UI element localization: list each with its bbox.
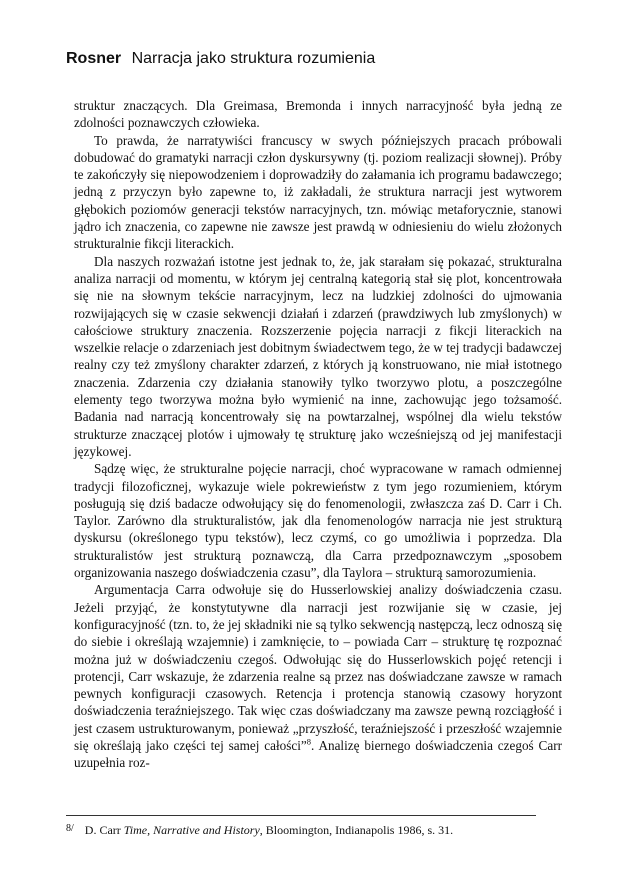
paragraph-5-tail: . Analizę biernego doświadczenia czegoś Carr uzupełnia roz-: [74, 737, 562, 771]
footnote-title: Time, Narrative and History: [123, 823, 260, 837]
footnote-reference[interactable]: 8: [306, 736, 312, 747]
body-text: [74, 97, 562, 772]
footnote-number: 8/: [66, 823, 74, 834]
header-author: Rosner: [66, 50, 122, 67]
footnote-author: D. Carr: [84, 823, 121, 837]
paragraph-3: Dla naszych rozważań istotne jest jednak to, że, jak starałam się pokazać, strukturalna analiza narracji od momentu, w którym jej centralną kategorią stał się plot, koncentrowała się nie na słownym tekście narracyjnym, lecz na ludzkiej zdolności do ujmowania rozwijających się w czasie sekwencji działań i zdarzeń (prawdziwych lub zmyślonych) w całościowe struktury znaczenia. Rozszerzenie pojęcia narracji z fikcji literackich na wszelkie relacje o zdarzeniach jest dobitnym świadectwem tego, że w tej tradycji badawczej realny czy też zmyślony charakter zdarzeń, z których ją konstruowano, nie miał istotnego znaczenia. Zdarzenia czy działania stanowiły tylko tworzywo plotu, a poszczególne elementy tego tworzywa można było wymienić na inne, zachowując jego tożsamość. Badania nad narracją koncentrowały się na powtarzalnej, wspólnej dla wielu tekstów strukturze znaczącej plotów i ujmowały tę strukturę jako wcześniejszą od jej manifestacji językowej.: [74, 253, 562, 459]
header-title: Narracja jako struktura rozumienia: [131, 50, 376, 67]
footnote-publication: , Bloomington, Indianapolis 1986, s. 31.: [259, 823, 454, 837]
paragraph-1: struktur znaczących. Dla Greimasa, Bremonda i innych narracyjność była jedną ze zdolności poznawczych człowieka.: [74, 98, 562, 131]
footnote-divider: [66, 815, 536, 816]
paragraph-5-text: Argumentacja Carra odwołuje się do Husserlowskiej analizy doświadczenia czasu. Jeżeli przyjąć, że konstytutywne dla narracji jest rozwijanie się w czasie, jej konfiguracyjność (tzn. to, że jej składniki nie są tylko sekwencją następczą, lecz odnoszą się do siebie i określają wzajemnie) i zamknięcie, to – powiada Carr – strukturę tę rozpoznać można już w doświadczeniu czegoś. Odwołując się do Husserlowskich pojęć retencji i protencji, Carr wskazuje, że zdarzenia realne są przez nas doświadczane zawsze w ramach pewnych konfiguracji czasowych. Retencja i protencja stanowią czasowy horyzont doświadczenia teraźniejszego. Tak więc czas doświadczany ma zawsze pewną rozciągłość i jest czasem ustrukturowanym, ponieważ „przyszłość, teraźniejszość i przeszłość wzajemnie się określają jako części tej samej całości”: [74, 582, 562, 753]
paragraph-2: To prawda, że narratywiści francuscy w swych późniejszych pracach próbowali dobudować do gramatyki narracji człon dyskursywny (tj. poziom realizacji słownej). Próby te zakończyły się niepowodzeniem i doprowadziły do załamania ich programu badawczego; jedną z przyczyn było zapewne to, iż zakładali, że struktura narracji jest wytworem głębokich poziomów generacji tekstów narracyjnych, tzn. mówiąc metaforycznie, stanowi jądro ich znaczenia, co zapewne nie zawsze jest prawdą w odniesieniu do wielu złożonych strukturalnie fikcji literackich.: [74, 132, 562, 252]
paragraph-5: [74, 581, 562, 771]
footnote: [66, 823, 556, 838]
running-header: [66, 50, 375, 68]
paragraph-4: Sądzę więc, że strukturalne pojęcie narracji, choć wypracowane w ramach odmiennej tradycji filozoficznej, wykazuje wiele pokrewieństw z tym jego rozumieniem, którym posługują się dziś badacze odwołujący się do fenomenologii, zwłaszcza zaś D. Carr i Ch. Taylor. Zarówno dla strukturalistów, jak dla fenomenologów narracja nie jest strukturą dyskursu (określonego typu tekstów), lecz czymś, co go umożliwia i poprzedza. Dla strukturalistów jest strukturą poznawczą, dla Carra przedpoznawczym „sposobem organizowania naszego doświadczenia czasu”, dla Taylora – strukturą samorozumienia.: [74, 461, 562, 581]
